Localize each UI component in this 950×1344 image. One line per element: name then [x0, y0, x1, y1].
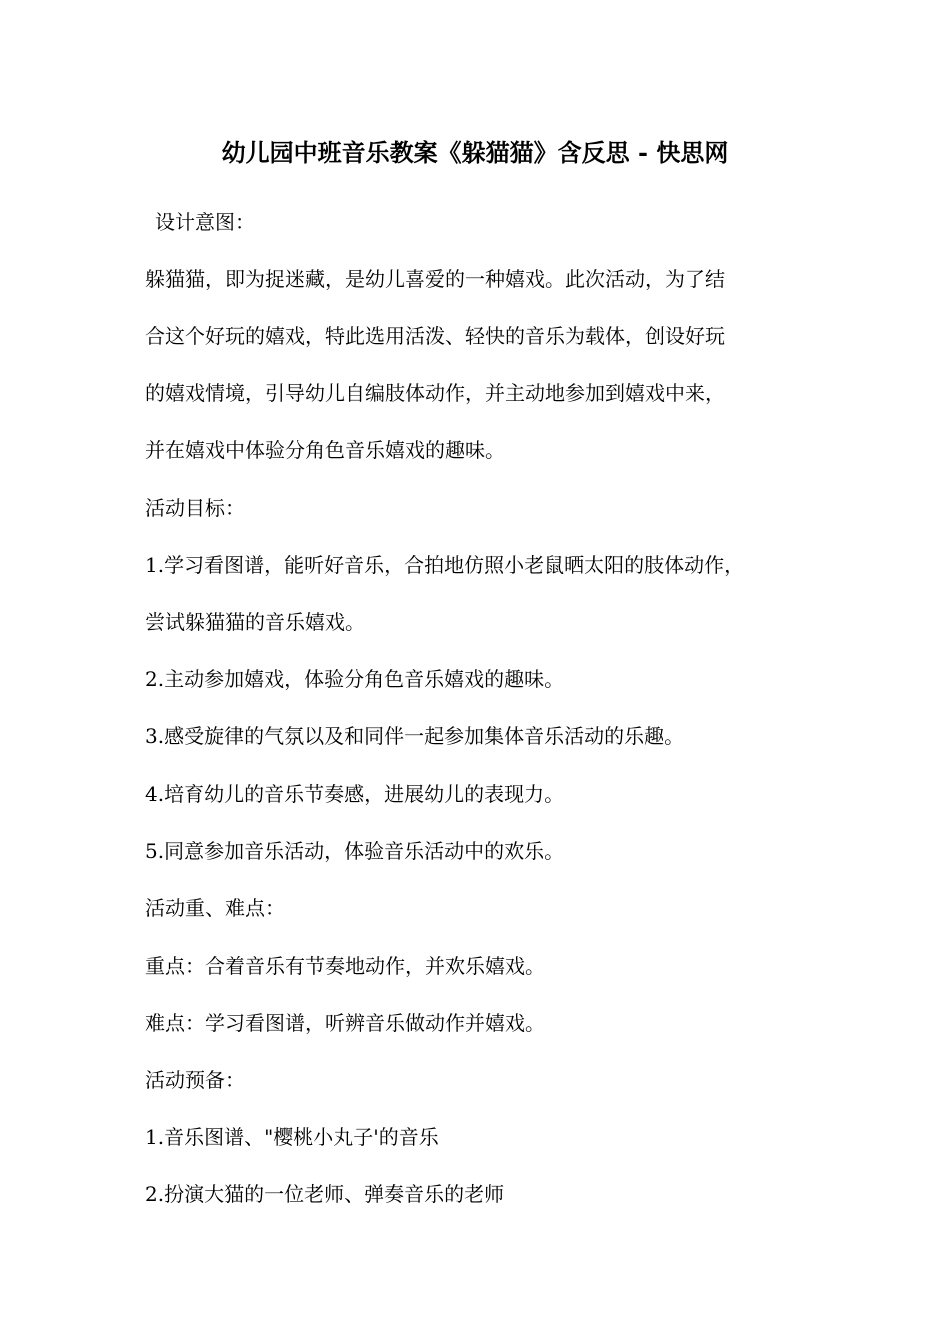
goal-item: 2.主动参加嬉戏，体验分角色音乐嬉戏的趣味。: [145, 667, 565, 691]
section-heading-keypoints: 活动重、难点：: [145, 896, 285, 920]
paragraph-line: 躲猫猫，即为捉迷藏，是幼儿喜爱的一种嬉戏。此次活动，为了结: [145, 267, 725, 291]
section-heading-goals: 活动目标：: [145, 496, 245, 520]
goal-item: 1.学习看图谱，能听好音乐，合拍地仿照小老鼠晒太阳的肢体动作，: [145, 553, 745, 577]
section-heading-preparation: 活动预备：: [145, 1068, 245, 1092]
paragraph-line: 合这个好玩的嬉戏，特此选用活泼、轻快的音乐为载体，创设好玩: [145, 324, 725, 348]
keypoint-item: 重点：合着音乐有节奏地动作，并欢乐嬉戏。: [145, 954, 545, 978]
paragraph-line: 并在嬉戏中体验分角色音乐嬉戏的趣味。: [145, 438, 505, 462]
keypoint-item: 难点：学习看图谱，听辨音乐做动作并嬉戏。: [145, 1011, 545, 1035]
goal-item: 4.培育幼儿的音乐节奏感，进展幼儿的表现力。: [145, 782, 565, 806]
paragraph-line: 的嬉戏情境，引导幼儿自编肢体动作，并主动地参加到嬉戏中来，: [145, 381, 725, 405]
preparation-item: 2.扮演大猫的一位老师、弹奏音乐的老师: [145, 1182, 505, 1206]
document-title: 幼儿园中班音乐教案《躲猫猫》含反思 - 快思网: [221, 138, 729, 167]
goal-item: 5.同意参加音乐活动，体验音乐活动中的欢乐。: [145, 839, 565, 863]
goal-item: 3.感受旋律的气氛以及和同伴一起参加集体音乐活动的乐趣。: [145, 724, 685, 748]
goal-item: 尝试躲猫猫的音乐嬉戏。: [145, 610, 365, 634]
section-heading-design: 设计意图：: [155, 210, 255, 234]
preparation-item: 1.音乐图谱、"樱桃小丸子'的音乐: [145, 1125, 439, 1149]
